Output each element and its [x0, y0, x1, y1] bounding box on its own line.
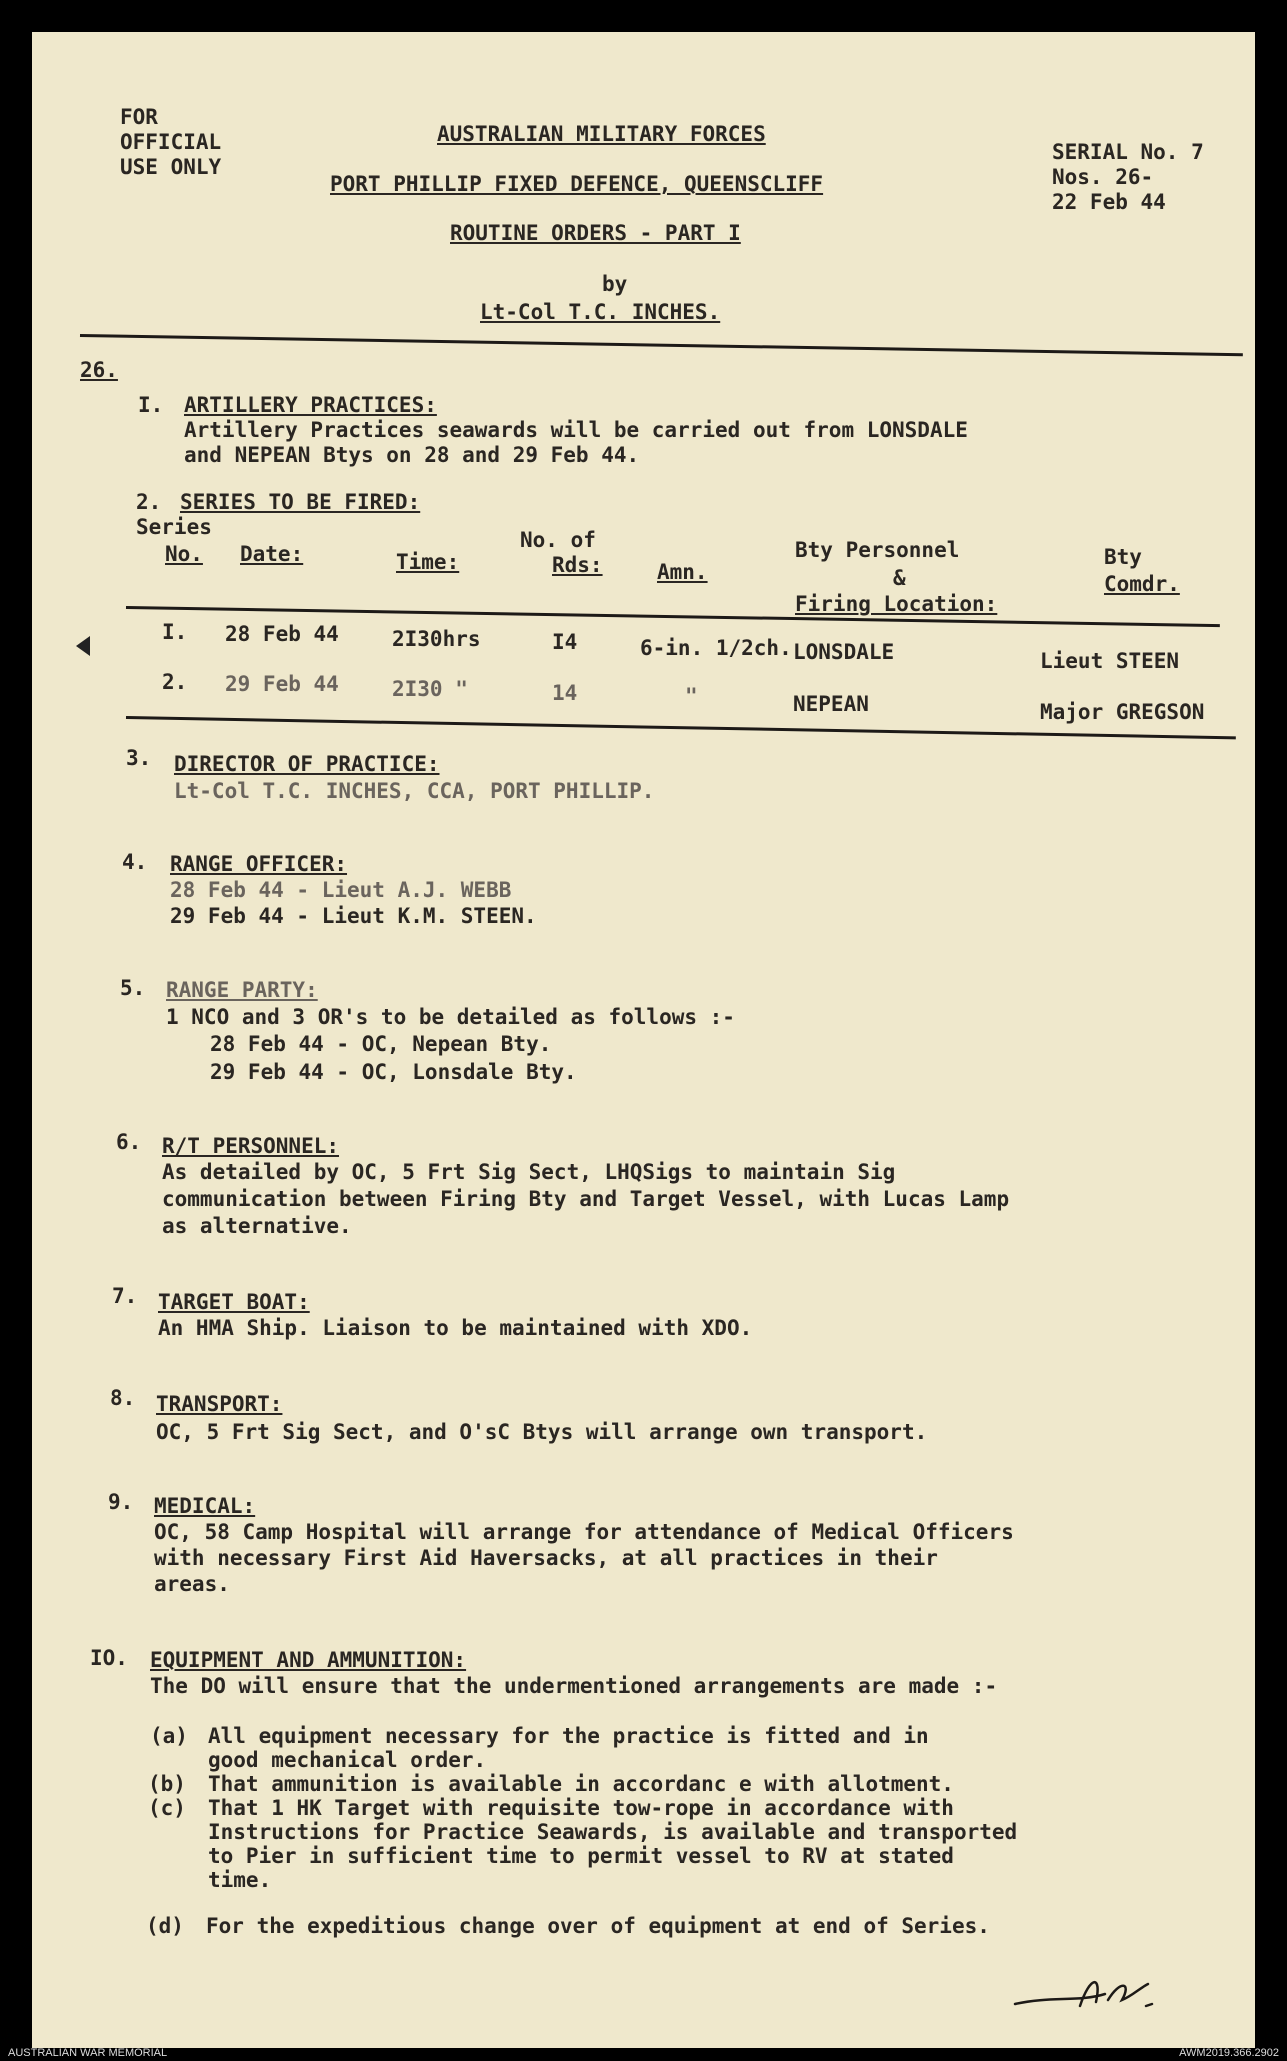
table-cell-date: 29 Feb 44: [225, 672, 339, 696]
section-9-number: 9.: [108, 1490, 134, 1514]
section-5-line-3: 29 Feb 44 - OC, Lonsdale Bty.: [210, 1060, 577, 1084]
table-cell-time: 2I30 ": [392, 677, 468, 701]
table-header-no: No.: [165, 542, 203, 566]
archive-reference: AWM2019.366.2902: [1179, 2047, 1279, 2059]
section-6-title: R/T PERSONNEL:: [162, 1134, 340, 1158]
list-item: (c): [148, 1796, 186, 1820]
section-10-title: EQUIPMENT AND AMMUNITION:: [150, 1648, 467, 1672]
list-item: (b): [148, 1772, 186, 1796]
section-3-number: 3.: [126, 746, 152, 770]
table-header-bty-2: &: [893, 566, 906, 590]
table-header-amn: Amn.: [657, 560, 708, 584]
org-name: AUSTRALIAN MILITARY FORCES: [437, 122, 766, 146]
unit-name: PORT PHILLIP FIXED DEFENCE, QUEENSCLIFF: [330, 172, 824, 196]
issue-date: 22 Feb 44: [1052, 190, 1166, 214]
by-label: by: [602, 272, 628, 296]
section-9-line-1: OC, 58 Camp Hospital will arrange for attendance of Medical Officers: [154, 1520, 1014, 1544]
section-9-line-3: areas.: [154, 1572, 230, 1596]
section-2-number: 2.: [136, 490, 162, 514]
section-3-line-1: Lt-Col T.C. INCHES, CCA, PORT PHILLIP.: [174, 779, 655, 803]
order-nos: Nos. 26-: [1052, 165, 1154, 189]
section-8-number: 8.: [110, 1386, 136, 1410]
archive-credit: AUSTRALIAN WAR MEMORIAL: [8, 2047, 168, 2059]
table-header-rds-2: Rds:: [552, 553, 603, 577]
list-item: (a): [150, 1724, 188, 1748]
section-7-line-1: An HMA Ship. Liaison to be maintained with XDO.: [158, 1316, 753, 1340]
classification-line-3: USE ONLY: [120, 155, 222, 179]
section-9-title: MEDICAL:: [154, 1494, 256, 1518]
page-marker-icon: [76, 636, 90, 656]
section-5-line-2: 28 Feb 44 - OC, Nepean Bty.: [210, 1032, 552, 1056]
item-c-line-4: time.: [208, 1868, 272, 1892]
table-row: 2.: [162, 670, 188, 694]
item-c-line-3: to Pier in sufficient time to permit vessel to RV at stated: [208, 1844, 954, 1868]
table-header-date: Date:: [240, 542, 304, 566]
section-1-number: I.: [138, 393, 164, 417]
table-cell-date: 28 Feb 44: [225, 622, 339, 646]
table-header-cmdr-1: Bty: [1104, 545, 1142, 569]
section-2-title: SERIES TO BE FIRED:: [180, 490, 421, 514]
section-4-number: 4.: [122, 850, 148, 874]
section-3-title: DIRECTOR OF PRACTICE:: [174, 752, 440, 776]
section-7-title: TARGET BOAT:: [158, 1290, 310, 1314]
section-1-line-2: and NEPEAN Btys on 28 and 29 Feb 44.: [184, 443, 640, 467]
classification-line-1: FOR: [120, 105, 158, 129]
item-c-line-2: Instructions for Practice Seawards, is available and transported: [208, 1820, 1018, 1844]
section-7-number: 7.: [112, 1284, 138, 1308]
table-cell-location: LONSDALE: [793, 640, 895, 664]
section-8-title: TRANSPORT:: [156, 1392, 283, 1416]
table-cell-amn: ": [685, 684, 698, 708]
item-a-line-1: All equipment necessary for the practice is fitted and in: [208, 1724, 929, 1748]
table-cell-time: 2I30hrs: [392, 627, 481, 651]
section-5-number: 5.: [120, 976, 146, 1000]
table-cell-location: NEPEAN: [793, 692, 869, 716]
section-6-number: 6.: [116, 1130, 142, 1154]
table-header-time: Time:: [396, 550, 460, 574]
serial-number: SERIAL No. 7: [1052, 140, 1204, 164]
table-header-bty-1: Bty Personnel: [795, 538, 960, 562]
classification-line-2: OFFICIAL: [120, 130, 222, 154]
section-5-title: RANGE PARTY:: [166, 978, 318, 1002]
table-row: I.: [162, 620, 188, 644]
section-6-line-3: as alternative.: [162, 1214, 352, 1238]
section-4-line-2: 29 Feb 44 - Lieut K.M. STEEN.: [170, 904, 537, 928]
table-header-bty-3: Firing Location:: [795, 592, 998, 616]
author: Lt-Col T.C. INCHES.: [480, 300, 721, 324]
section-4-title: RANGE OFFICER:: [170, 852, 348, 876]
table-header-rds-1: No. of: [520, 528, 596, 552]
section-5-line-1: 1 NCO and 3 OR's to be detailed as follows :-: [166, 1005, 735, 1029]
table-cell-cmdr: Major GREGSON: [1040, 700, 1205, 724]
section-1-title: ARTILLERY PRACTICES:: [184, 393, 437, 417]
table-cell-rds: I4: [552, 630, 578, 654]
list-item: (d): [146, 1914, 184, 1938]
section-1-line-1: Artillery Practices seawards will be carried out from LONSDALE: [184, 418, 968, 442]
section-10-intro: The DO will ensure that the undermentioned arrangements are made :-: [150, 1674, 998, 1698]
section-6-line-2: communication between Firing Bty and Target Vessel, with Lucas Lamp: [162, 1187, 1010, 1211]
section-8-line-1: OC, 5 Frt Sig Sect, and O'sC Btys will arrange own transport.: [156, 1420, 928, 1444]
section-10-number: IO.: [90, 1646, 128, 1670]
section-4-line-1: 28 Feb 44 - Lieut A.J. WEBB: [170, 878, 512, 902]
item-c-line-1: That 1 HK Target with requisite tow-rope in accordance with: [208, 1796, 954, 1820]
table-header-series: Series: [136, 515, 212, 539]
item-d-line-1: For the expeditious change over of equipment at end of Series.: [206, 1914, 990, 1938]
table-cell-amn: 6-in. 1/2ch.: [640, 636, 792, 660]
section-9-line-2: with necessary First Aid Haversacks, at all practices in their: [154, 1546, 938, 1570]
table-cell-rds: 14: [552, 681, 578, 705]
signature-icon: [1010, 1966, 1165, 2016]
document-title: ROUTINE ORDERS - PART I: [450, 221, 741, 245]
order-number: 26.: [80, 358, 118, 382]
table-header-cmdr-2: Comdr.: [1104, 572, 1180, 596]
table-cell-cmdr: Lieut STEEN: [1040, 649, 1180, 673]
section-6-line-1: As detailed by OC, 5 Frt Sig Sect, LHQSigs to maintain Sig: [162, 1160, 896, 1184]
item-a-line-2: good mechanical order.: [208, 1748, 487, 1772]
item-b-line-1: That ammunition is available in accordanc e with allotment.: [208, 1772, 954, 1796]
